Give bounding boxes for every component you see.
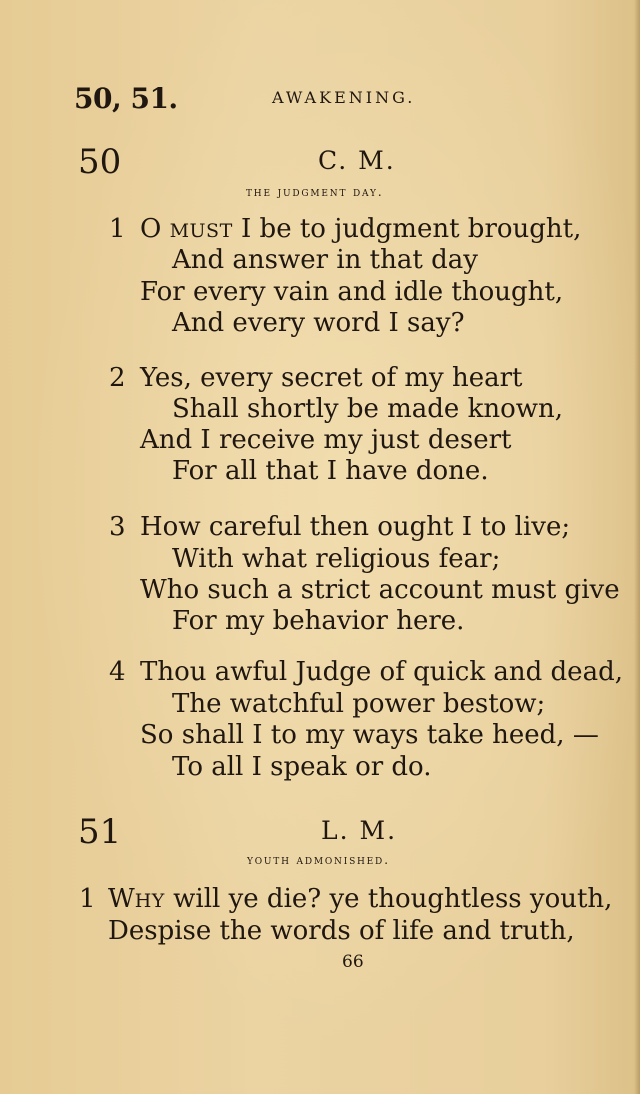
hymn-meter: L. M.	[321, 816, 398, 845]
verse-line: The watchful power bestow;	[172, 689, 546, 719]
page-number: 66	[342, 952, 364, 972]
verse-line: And answer in that day	[172, 245, 478, 275]
verse-number: 4	[109, 657, 126, 687]
page-edge-shadow	[634, 0, 640, 1094]
small-caps-word: HY	[134, 890, 165, 912]
drop-letter: W	[108, 884, 135, 914]
verse-line: Who such a strict account must give	[140, 575, 620, 605]
verse-line: So shall I to my ways take heed, —	[140, 720, 599, 750]
verse-line: For my behavior here.	[172, 606, 465, 636]
line-rest: I be to judgment brought,	[232, 214, 582, 244]
verse-number: 1	[79, 884, 96, 914]
verse-line: For all that I have done.	[172, 456, 489, 486]
header-hymn-numbers: 50, 51.	[74, 82, 178, 115]
hymn-number: 50	[78, 142, 122, 182]
hymn-meter: C. M.	[318, 146, 396, 175]
verse-line: And every word I say?	[172, 308, 465, 338]
hymn-subtitle: youth admonished.	[247, 852, 390, 867]
verse-line: How careful then ought I to live;	[140, 512, 571, 542]
verse-line: To all I speak or do.	[172, 752, 432, 782]
verse-number: 2	[109, 363, 126, 393]
small-caps-word: MUST	[169, 220, 233, 242]
line-rest: will ye die? ye thoughtless youth,	[164, 884, 613, 914]
hymn-subtitle: the judgment day.	[246, 184, 384, 199]
verse-line: Shall shortly be made known,	[172, 394, 564, 424]
hymn-number: 51	[78, 812, 122, 852]
verse-number: 1	[109, 214, 126, 244]
verse-line	[108, 884, 612, 914]
header-section-title: AWAKENING.	[272, 88, 416, 107]
verse-line: With what religious fear;	[172, 544, 501, 574]
verse-line: Despise the words of life and truth,	[108, 916, 575, 946]
verse-number: 3	[109, 512, 126, 542]
verse-line: Yes, every secret of my heart	[140, 363, 523, 393]
drop-letter: O	[140, 214, 162, 244]
verse-line: For every vain and idle thought,	[140, 277, 564, 307]
verse-line: And I receive my just desert	[140, 425, 512, 455]
verse-line	[140, 214, 581, 244]
verse-line: Thou awful Judge of quick and dead,	[140, 657, 623, 687]
